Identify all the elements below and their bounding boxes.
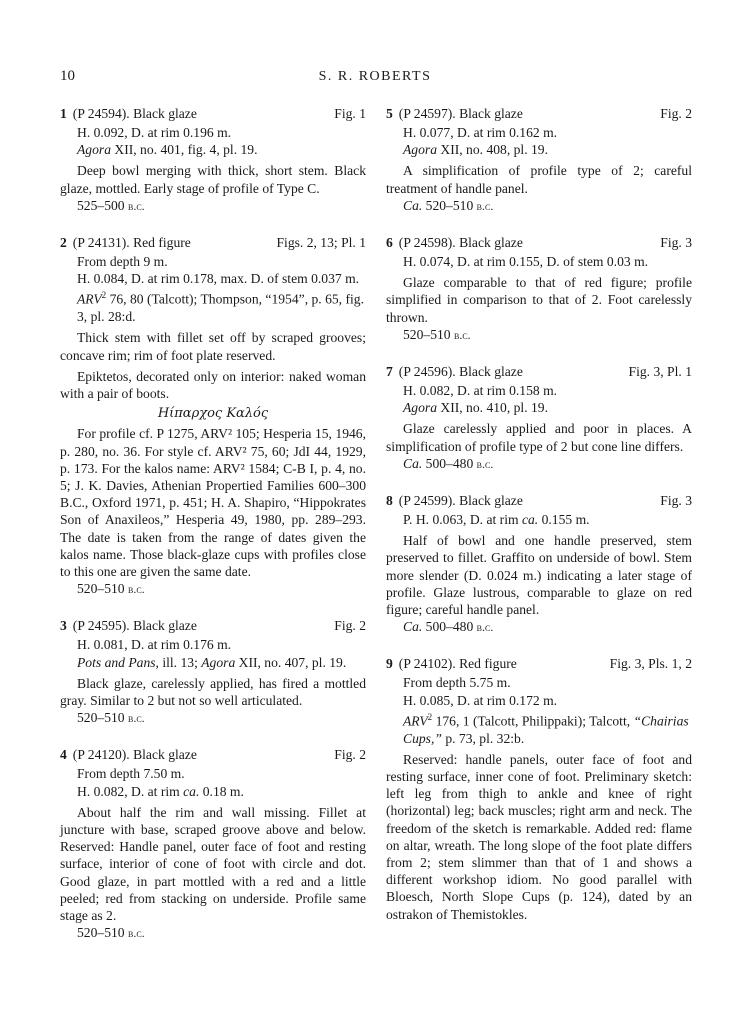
entry-heading: [60, 234, 366, 251]
figure-reference: Fig. 2: [334, 618, 366, 634]
catalog-entry-8: [386, 492, 692, 636]
running-head: S. R. ROBERTS: [318, 69, 432, 84]
dimensions: H. 0.085, D. at rim 0.172 m.: [403, 692, 558, 708]
entry-title: (P 24102). Red figure: [398, 656, 517, 672]
page-header: [60, 68, 690, 88]
date: 520–510 b.c.: [77, 925, 145, 941]
figure-reference: Fig. 3, Pls. 1, 2: [609, 656, 692, 672]
date: Ca. 500–480 b.c.: [403, 619, 494, 635]
right-column: [386, 105, 692, 942]
catalog-entry-3: [60, 617, 366, 727]
figure-reference: Fig. 2: [660, 106, 692, 121]
entry-number: 4: [60, 747, 67, 763]
entry-title: (P 24598). Black glaze: [398, 235, 523, 251]
catalog-entry-6: [386, 234, 692, 344]
bibliography: ARV$^2$ 76, 80 (Talcott); Thompson, “1954”, p. 65, fig. 3, pl. 28:d.: [77, 290, 364, 325]
entry-title: (P 24131). Red figure: [72, 235, 191, 251]
entry-number: 1: [60, 106, 67, 121]
entry-number: 5: [386, 106, 393, 121]
bibliography: Agora XII, no. 408, pl. 19.: [403, 142, 548, 158]
entry-title: (P 24599). Black glaze: [398, 493, 523, 509]
dimensions: P. H. 0.063, D. at rim ca. 0.155 m.: [403, 512, 590, 528]
description: About half the rim and wall missing. Fillet at juncture with base, scraped groove above and below. Reserved: Handle panel, outer face of foot and resting surface, interior of cone of foot with circle and dot. Good glaze, in part mottled with a red and a little peeled; red from stacking on underside. Profile same stage as 2.: [60, 804, 366, 924]
bibliography: Pots and Pans, ill. 13; Agora XII, no. 407, pl. 19.: [77, 654, 347, 670]
entry-number: 6: [386, 235, 393, 251]
entry-title: (P 24596). Black glaze: [398, 364, 523, 380]
dimensions: H. 0.082, D. at rim 0.158 m.: [403, 383, 558, 399]
entry-number: 8: [386, 493, 393, 509]
kalos-inscription: Ηίπαρχος Καλός: [157, 406, 269, 422]
date: 520–510 b.c.: [403, 326, 471, 342]
entry-title: (P 24595). Black glaze: [72, 618, 197, 634]
dimensions: H. 0.074, D. at rim 0.155, D. of stem 0.03 m.: [403, 254, 649, 270]
catalog-entry-7: [386, 363, 692, 473]
date: Ca. 520–510 b.c.: [403, 197, 494, 213]
description: Thick stem with fillet set off by scraped grooves; concave rim; rim of foot plate reserved.: [60, 330, 366, 363]
find-depth: From depth 5.75 m.: [403, 675, 511, 691]
entry-number: 2: [60, 235, 67, 251]
entry-title: (P 24597). Black glaze: [398, 106, 523, 121]
date: 520–510 b.c.: [77, 710, 145, 726]
date: 525–500 b.c.: [77, 197, 145, 213]
find-depth: From depth 7.50 m.: [77, 766, 185, 782]
entry-heading: [386, 105, 692, 122]
description: Reserved: handle panels, outer face of foot and resting surface, inner cone of foot. Preliminary sketch: left leg from thigh to ankle and knee of right (horizontal) leg; back muscles; right arm and neck. The freedom of the sketch is remarkable. Added red: flame on altar, wreath. The long slope of the foot plate differs from 2; stem slimmer than that of 1 and shows a different workshop idiom. No good parallel with Bloesch, North Slope Cups (p. 124), dated by an ostrakon of Themistokles.: [386, 751, 692, 922]
catalog-entry-4: [60, 746, 366, 942]
catalog-entry-9: [386, 655, 692, 922]
entry-heading: [60, 105, 366, 122]
figure-reference: Fig. 3, Pl. 1: [628, 364, 692, 380]
figure-reference: Fig. 3: [660, 493, 692, 509]
bibliography: Agora XII, no. 401, fig. 4, pl. 19.: [77, 142, 258, 158]
date: 520–510 b.c.: [77, 581, 145, 597]
entry-number: 3: [60, 618, 67, 634]
entry-heading: [60, 746, 366, 763]
entry-heading: [386, 655, 692, 672]
entry-heading: [60, 617, 366, 634]
entry-number: 9: [386, 656, 393, 672]
description: Black glaze, carelessly applied, has fired a mottled gray. Similar to 2 but not so well articulated.: [60, 675, 366, 709]
catalog-entry-1: [60, 105, 366, 215]
figure-reference: Fig. 1: [334, 106, 366, 121]
entry-heading: [386, 234, 692, 251]
dimensions: H. 0.082, D. at rim ca. 0.18 m.: [77, 783, 244, 799]
entry-heading: [386, 492, 692, 509]
figure-reference: Fig. 3: [660, 235, 692, 251]
catalog-entry-5: [386, 105, 692, 215]
find-depth: From depth 9 m.: [77, 254, 168, 270]
description: Deep bowl merging with thick, short stem. Black glaze, mottled. Early stage of profile of Type C.: [60, 163, 366, 196]
entry-number: 7: [386, 364, 393, 380]
figure-reference: Fig. 2: [334, 747, 366, 763]
dimensions: H. 0.081, D. at rim 0.176 m.: [77, 637, 232, 653]
entry-title: (P 24594). Black glaze: [72, 106, 197, 121]
entry-heading: [386, 363, 692, 380]
commentary: For profile cf. P 1275, ARV² 105; Hesperia 15, 1946, p. 280, no. 36. For style cf. ARV² 75, 60; JdI 44, 1929, p. 173. For the kalos name: ARV² 1584; C-B I, p. 4, no. 5; J. K. Davies, Athenian Propertied Families 600–300 B.C., Oxford 1971, p. 451; H. A. Shapiro, “Hippokrates Son of Anaxileos,” Hesperia 49, 1980, pp. 289–293. The date is taken from the range of dates given the kalos name. Those black-glaze cups with profiles close to this one are given the same date.: [60, 426, 366, 579]
bibliography: Agora XII, no. 410, pl. 19.: [403, 400, 548, 416]
dimensions: H. 0.077, D. at rim 0.162 m.: [403, 125, 558, 140]
description: Glaze comparable to that of red figure; profile simplified in comparison to that of 2. Foot carelessly thrown.: [386, 275, 692, 325]
figure-reference: Figs. 2, 13; Pl. 1: [276, 235, 366, 251]
dimensions: H. 0.092, D. at rim 0.196 m.: [77, 125, 232, 140]
bibliography: ARV$^2$ 176, 1 (Talcott, Philippaki); Talcott, “Chairias Cups,” p. 73, pl. 32:b.: [403, 711, 689, 746]
decoration-description: Epiktetos, decorated only on interior: naked woman with a pair of boots.: [60, 368, 366, 401]
left-column: [60, 105, 366, 961]
date: Ca. 500–480 b.c.: [403, 455, 494, 471]
page-number: 10: [60, 68, 75, 84]
description: A simplification of profile type of 2; careful treatment of handle panel.: [386, 163, 692, 196]
description: Glaze carelessly applied and poor in places. A simplification of profile type of 2 but cone line differs.: [386, 421, 692, 454]
dimensions: H. 0.084, D. at rim 0.178, max. D. of stem 0.037 m.: [77, 271, 360, 287]
catalog-entry-2: [60, 234, 366, 598]
description: Half of bowl and one handle preserved, stem preserved to fillet. Graffito on underside of bowl. Stem more slender (D. 0.024 m.) indicating a later stage of profile. Glaze lustrous, comparable to glaze on red figure; careful handle panel.: [386, 533, 692, 618]
entry-title: (P 24120). Black glaze: [72, 747, 197, 763]
